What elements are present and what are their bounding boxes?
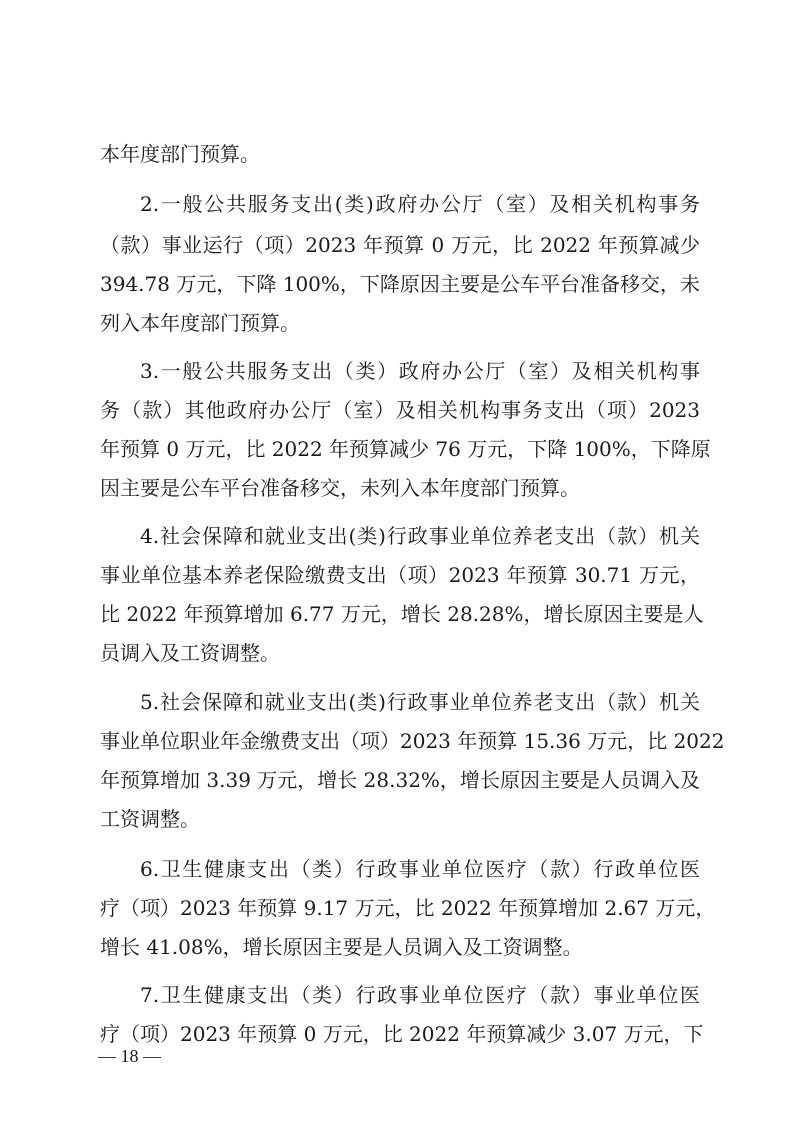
text-line: 因主要是公车平台准备移交，未列入本年度部门预算。 [100, 476, 580, 500]
text-line: 增长 41.08%，增长原因主要是人员调入及工资调整。 [100, 935, 583, 959]
text-line: 疗（项）2023 年预算 9.17 万元，比 2022 年预算增加 2.67 万元， [100, 896, 716, 920]
paragraph-2-line-1: 2.一般公共服务支出(类)政府办公厅（室）及相关机构事务 [140, 192, 700, 216]
text-line: 年预算增加 3.39 万元，增长 28.32%，增长原因主要是人员调入及 [100, 768, 700, 792]
paragraph-5-line-1: 5.社会保障和就业支出(类)行政事业单位养老支出（款）机关 [140, 690, 700, 714]
text-line: 年预算 0 万元，比 2022 年预算减少 76 万元，下降 100%，下降原 [100, 437, 711, 461]
text-line: 疗（项）2023 年预算 0 万元，比 2022 年预算减少 3.07 万元，下 [100, 1022, 704, 1046]
paragraph-7-line-1: 7.卫生健康支出（类）行政事业单位医疗（款）事业单位医 [140, 983, 700, 1007]
text-line: 员调入及工资调整。 [100, 641, 280, 665]
paragraph-4-line-1: 4.社会保障和就业支出(类)行政事业单位养老支出（款）机关 [140, 524, 700, 548]
text-line: 务（款）其他政府办公厅（室）及相关机构事务支出（项）2023 [100, 398, 700, 422]
text-line: 本年度部门预算。 [100, 142, 260, 166]
text-line: （款）事业运行（项）2023 年预算 0 万元，比 2022 年预算减少 [100, 233, 700, 257]
text-line: 比 2022 年预算增加 6.77 万元，增长 28.28%，增长原因主要是人 [100, 602, 704, 626]
text-line: 事业单位职业年金缴费支出（项）2023 年预算 15.36 万元，比 2022 [100, 729, 725, 753]
text-line: 394.78 万元，下降 100%，下降原因主要是公车平台准备移交，未 [100, 272, 700, 296]
paragraph-3-line-1: 3.一般公共服务支出（类）政府办公厅（室）及相关机构事 [140, 359, 700, 383]
paragraph-6-line-1: 6.卫生健康支出（类）行政事业单位医疗（款）行政单位医 [140, 857, 700, 881]
page-number: — 18 — [98, 1046, 161, 1066]
text-line: 事业单位基本养老保险缴费支出（项）2023 年预算 30.71 万元， [100, 563, 700, 587]
text-line: 工资调整。 [100, 807, 200, 831]
text-line: 列入本年度部门预算。 [100, 311, 300, 335]
